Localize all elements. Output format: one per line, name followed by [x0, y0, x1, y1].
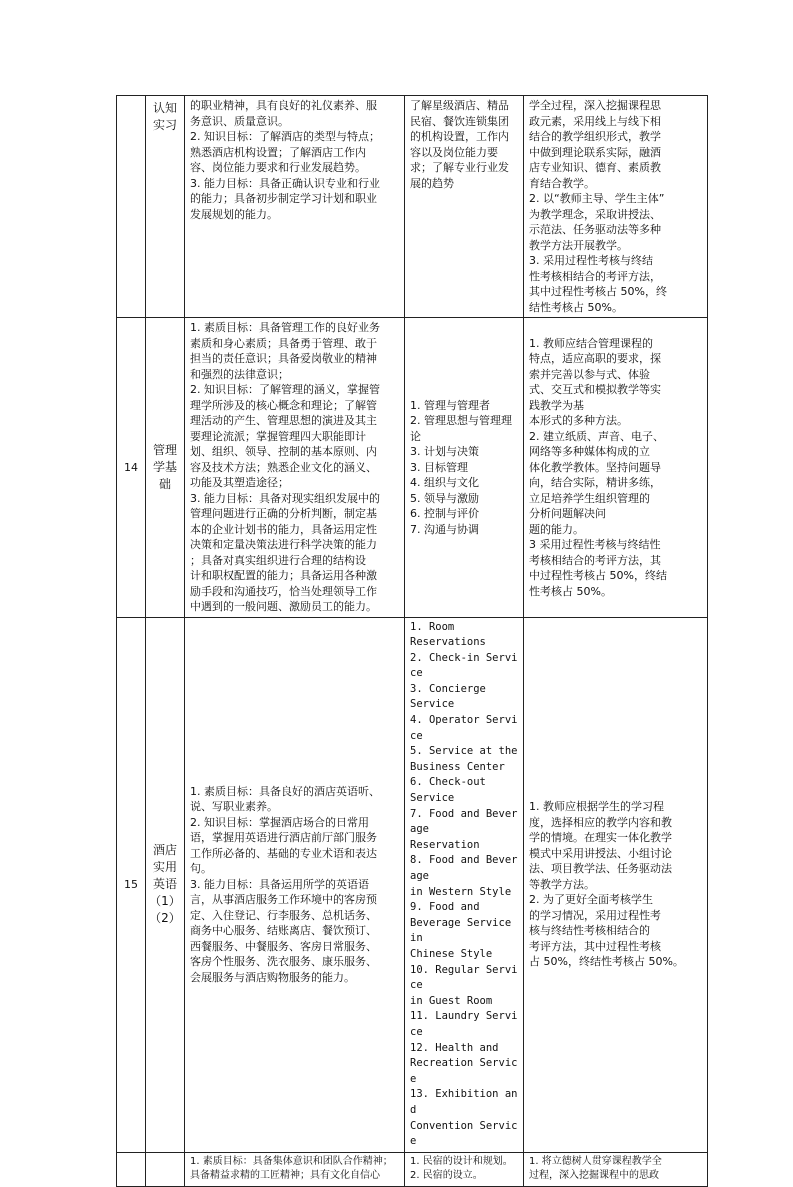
- teaching-requirements: [524, 318, 708, 618]
- cell-line: 2. 建立纸质、声音、电子、: [529, 429, 664, 443]
- cell-line: Business Center: [410, 760, 505, 773]
- cell-line: 2. 管理思想与管理理: [410, 414, 512, 427]
- cell-line: 功能及其塑造途径；: [190, 476, 289, 489]
- cell-line: 理学所涉及的核心概念和理论；了解管: [190, 398, 377, 412]
- cell-line: 6. Check-out: [410, 776, 486, 789]
- cell-line: 说、写职业素养。: [190, 800, 278, 814]
- cell-line: 3. 计划与决策: [410, 445, 479, 458]
- course-number: [117, 1152, 146, 1186]
- cell-line: 3. Concierge: [410, 682, 486, 695]
- cell-line: 过程，深入挖掘课程中的思政: [529, 1170, 659, 1182]
- cell-line: 1. 素质目标：具备集体意识和团队合作精神；: [190, 1155, 393, 1167]
- course-number: 14: [117, 318, 146, 618]
- course-number: 15: [117, 617, 146, 1152]
- cell-line: 励手段和沟通技巧，恰当处理领导工作: [190, 584, 377, 598]
- cell-line: 学基: [152, 459, 177, 474]
- cell-line: 要理论流派；掌握管理四大职能即计: [190, 429, 366, 443]
- cell-line: 了解星级酒店、精品: [410, 99, 509, 112]
- cell-line: 2. 知识目标：了解管理的涵义，掌握管: [190, 383, 380, 396]
- cell-line: Beverage Service in: [410, 916, 512, 945]
- cell-line: 民宿、餐饮连锁集团: [410, 114, 509, 128]
- cell-line: 中遇到的一般问题、激励员工的能力。: [190, 600, 377, 613]
- cell-line: 13. Exhibition and: [410, 1088, 518, 1116]
- cell-line: 酒店: [152, 843, 177, 858]
- cell-line: 管理: [152, 442, 177, 457]
- cell-line: 本的企业计划书的能力，具备运用定性: [190, 522, 377, 536]
- cell-line: 和强烈的法律意识；: [190, 367, 289, 381]
- cell-line: 8. Food and Beverage: [410, 854, 518, 882]
- cell-line: 1. 将立德树人贯穿课程教学全: [529, 1155, 662, 1167]
- cell-line: 担当的责任意识；具备爱岗敬业的精神: [190, 352, 377, 365]
- cell-line: 1. 管理与管理者: [410, 398, 490, 412]
- cell-line: 性考核相结合的考评方法，: [529, 269, 661, 283]
- cell-line: 6. 控制与评价: [410, 507, 479, 520]
- table-row: [117, 96, 708, 318]
- course-content: [405, 318, 524, 618]
- course-number: [117, 96, 146, 318]
- table-row: [117, 617, 708, 1152]
- cell-line: 11. Laundry Service: [410, 1010, 518, 1038]
- cell-line: 式、交互式和模拟教学等实: [529, 383, 661, 396]
- cell-line: 性考核占 50%。: [529, 584, 612, 598]
- cell-line: 理活动的产生、管理思想的演进及其主: [190, 414, 377, 427]
- cell-line: 的能力；具备初步制定学习计划和职业: [190, 192, 377, 205]
- cell-line: 1. 教师应结合管理课程的: [529, 336, 653, 350]
- cell-line: 论: [410, 429, 421, 443]
- cell-line: Recreation Service: [410, 1057, 518, 1085]
- cell-line: 容及技术方法；熟悉企业文化的涵义、: [190, 460, 377, 474]
- cell-line: 核与终结性考核相结合的: [529, 924, 650, 938]
- cell-line: 学全过程，深入挖掘课程思: [529, 99, 661, 112]
- cell-line: 5. Service at the: [410, 745, 518, 758]
- cell-line: 等教学方法。: [529, 877, 595, 891]
- cell-line: 工作所必备的、基础的专业术语和表达: [190, 846, 377, 860]
- cell-line: 示范法、任务驱动法等多种: [529, 223, 661, 236]
- cell-line: 的机构设置，工作内: [410, 130, 509, 143]
- cell-line: 学的情境。在理实一体化教学: [529, 831, 672, 845]
- cell-line: 分析问题解决问: [529, 507, 606, 520]
- cell-line: 求；了解专业行业发: [410, 161, 509, 174]
- cell-line: 容、岗位能力要求和行业发展趋势。: [190, 161, 366, 174]
- cell-line: 3. 采用过程性考核与终结: [529, 254, 653, 267]
- cell-line: 向，结合实际，精讲多练，: [529, 476, 661, 489]
- cell-line: 本形式的多种方法。: [529, 414, 628, 427]
- cell-line: 容以及岗位能力要: [410, 145, 498, 159]
- teaching-requirements: [524, 1152, 708, 1186]
- cell-line: 7. 沟通与协调: [410, 522, 479, 536]
- cell-line: in Guest Room: [410, 994, 493, 1007]
- cell-line: 特点，适应高职的要求，探: [529, 352, 661, 365]
- cell-line: （2）: [149, 911, 181, 926]
- course-name: [146, 318, 185, 618]
- teaching-requirements: [524, 96, 708, 318]
- cell-line: 具备精益求精的工匠精神；具有文化自信心: [190, 1170, 380, 1182]
- cell-line: 3. 能力目标：具备正确认识专业和行业: [190, 176, 380, 190]
- cell-line: 1. 教师应根据学生的学习程: [529, 800, 664, 814]
- cell-line: （1）: [149, 894, 181, 909]
- cell-line: 2. 知识目标：了解酒店的类型与特点；: [190, 130, 380, 143]
- course-content: [405, 1152, 524, 1186]
- cell-line: 计和职权配置的能力；具备运用各种激: [190, 569, 377, 582]
- cell-line: Service: [410, 698, 455, 711]
- cell-line: 政元素，采用线上与线下相: [529, 114, 661, 128]
- cell-line: 育结合教学。: [529, 176, 595, 190]
- cell-line: 4. Operator Service: [410, 714, 518, 742]
- cell-line: 网络等多种媒体构成的立: [529, 445, 650, 458]
- cell-line: 础: [158, 476, 171, 491]
- cell-line: Reservation: [410, 838, 480, 851]
- cell-line: 实用: [152, 860, 177, 875]
- cell-line: 商务中心服务、结账离店、餐饮预订、: [190, 924, 377, 938]
- cell-line: Convention Service: [410, 1119, 518, 1148]
- cell-line: 度，选择相应的教学内容和教: [529, 815, 672, 829]
- cell-line: 言，从事酒店服务工作环境中的客房预: [190, 893, 377, 907]
- cell-line: 客房个性服务、洗衣服务、康乐服务、: [190, 955, 377, 969]
- cell-line: 法、项目教学法、任务驱动法: [529, 862, 672, 876]
- cell-line: 9. Food and: [410, 901, 480, 914]
- cell-line: 1. 素质目标：具备良好的酒店英语听、: [190, 784, 380, 798]
- cell-line: 题的能力。: [529, 522, 584, 536]
- cell-line: Service: [410, 792, 455, 805]
- cell-line: 10. Regular Service: [410, 963, 518, 992]
- cell-line: ；具备对真实组织进行合理的结构设: [190, 553, 366, 567]
- cell-line: 结合的教学组织形式，教学: [529, 130, 661, 143]
- cell-line: 3 采用过程性考核与终结性: [529, 538, 661, 551]
- cell-line: 熟悉酒店机构设置；了解酒店工作内: [190, 145, 366, 159]
- cell-line: 西餐服务、中餐服务、客房日常服务、: [190, 939, 377, 953]
- teaching-requirements: [524, 617, 708, 1152]
- cell-line: 3. 能力目标：具备运用所学的英语语: [190, 877, 369, 891]
- cell-line: 中过程性考核占 50%，终结: [529, 569, 667, 582]
- cell-line: 其中过程性考核占 50%，终: [529, 285, 667, 298]
- cell-line: Reservations: [410, 636, 486, 649]
- cell-line: 践教学为基: [529, 398, 584, 412]
- table-row: [117, 1152, 708, 1186]
- cell-line: 句。: [190, 862, 212, 876]
- cell-line: 7. Food and Beverage: [410, 807, 518, 836]
- cell-line: 中做到理论联系实际，融酒: [529, 145, 661, 159]
- cell-line: 4. 组织与文化: [410, 476, 479, 489]
- cell-line: 1. 素质目标：具备管理工作的良好业务: [190, 321, 380, 334]
- cell-line: 2. 以“教师主导、学生主体”: [529, 192, 665, 205]
- cell-line: 3. 目标管理: [410, 460, 468, 474]
- cell-line: 2. Check-in Service: [410, 651, 518, 680]
- course-goals: [185, 96, 405, 318]
- cell-line: 为教学理念，采取讲授法、: [529, 207, 661, 221]
- cell-line: 的职业精神，具有良好的礼仪素养、服: [190, 99, 377, 112]
- cell-line: 体化教学教体。坚持问题导: [529, 460, 661, 474]
- cell-line: Chinese Style: [410, 947, 493, 960]
- cell-line: 管理问题进行正确的分析判断，制定基: [190, 507, 377, 520]
- cell-line: 决策和定量决策法进行科学决策的能力: [190, 538, 377, 551]
- cell-line: 展的趋势: [410, 176, 454, 190]
- cell-line: 划、组织、领导、控制的基本原则、内: [190, 445, 377, 458]
- cell-line: 2. 知识目标：掌握酒店场合的日常用: [190, 815, 369, 829]
- course-goals: [185, 318, 405, 618]
- course-name: [146, 617, 185, 1152]
- cell-line: 模式中采用讲授法、小组讨论: [529, 846, 672, 860]
- cell-line: 务意识、质量意识。: [190, 114, 289, 128]
- cell-line: 店专业知识、德育、素质教: [529, 161, 661, 174]
- cell-line: 5. 领导与激励: [410, 491, 479, 505]
- cell-line: 语，掌握用英语进行酒店前厅部门服务: [190, 831, 377, 845]
- course-goals: [185, 1152, 405, 1186]
- cell-line: 结性考核占 50%。: [529, 300, 623, 314]
- cell-line: 英语: [152, 877, 177, 892]
- cell-line: 考核相结合的考评方法，其: [529, 553, 661, 567]
- cell-line: 1. 民宿的设计和规划。: [410, 1155, 513, 1167]
- cell-line: 素质和身心素质；具备勇于管理、敢于: [190, 336, 377, 350]
- cell-line: 3. 能力目标：具备对现实组织发展中的: [190, 491, 380, 505]
- curriculum-table: [116, 95, 708, 1187]
- cell-line: 考评方法，其中过程性考核: [529, 939, 661, 953]
- cell-line: 教学方法开展教学。: [529, 238, 628, 252]
- course-name: [146, 1152, 185, 1186]
- course-content: [405, 617, 524, 1152]
- cell-line: 定、入住登记、行李服务、总机话务、: [190, 908, 377, 922]
- cell-line: 2. 民宿的设立。: [410, 1170, 483, 1182]
- cell-line: 立足培养学生组织管理的: [529, 491, 650, 505]
- cell-line: 的学习情况，采用过程性考: [529, 908, 661, 922]
- cell-line: in Western Style: [410, 885, 512, 898]
- table-row: [117, 318, 708, 618]
- cell-line: 会展服务与酒店购物服务的能力。: [190, 970, 355, 984]
- cell-line: 12. Health and: [410, 1041, 499, 1054]
- cell-line: 1. Room: [410, 620, 455, 633]
- cell-line: 占 50%，终结性考核占 50%。: [529, 955, 684, 969]
- cell-line: 2. 为了更好全面考核学生: [529, 893, 653, 907]
- course-name: 认知 实习: [146, 96, 185, 318]
- cell-line: 发展规划的能力。: [190, 207, 278, 221]
- course-content: [405, 96, 524, 318]
- course-goals: [185, 617, 405, 1152]
- cell-line: 索并完善以参与式、体验: [529, 367, 650, 381]
